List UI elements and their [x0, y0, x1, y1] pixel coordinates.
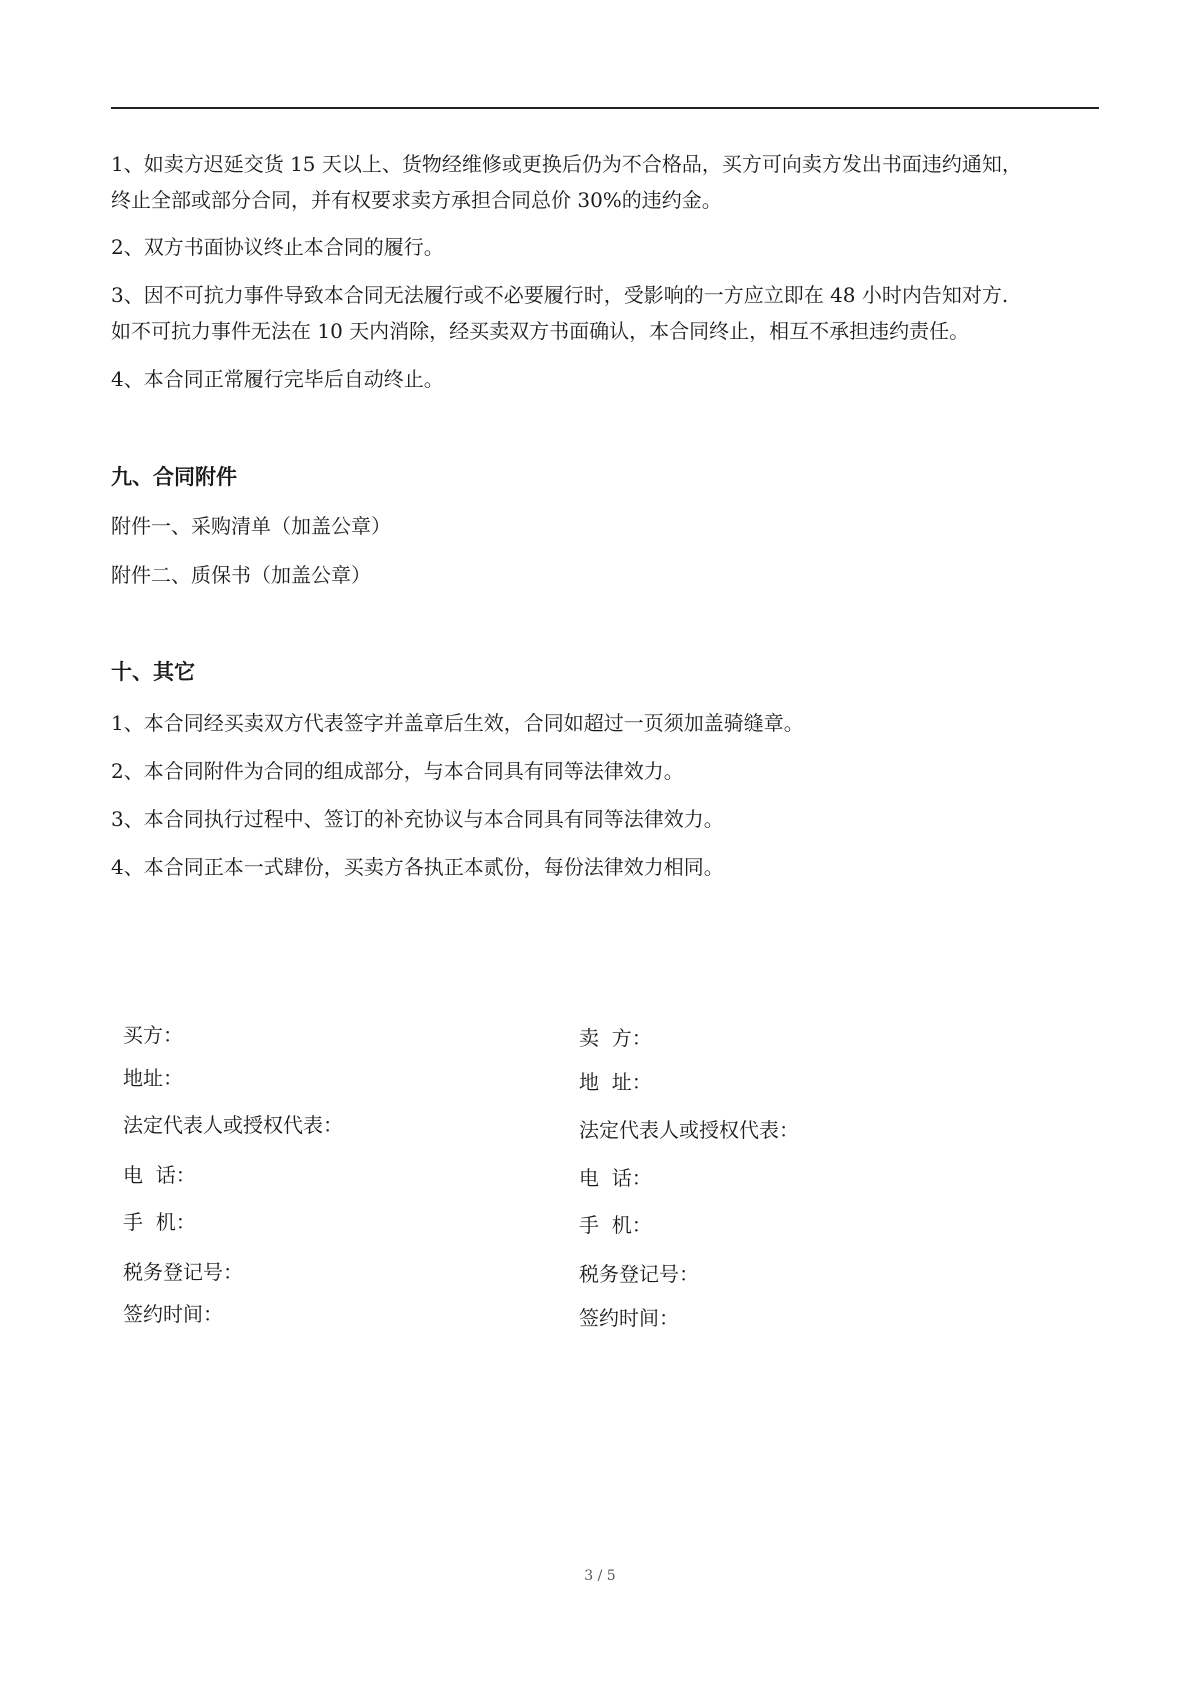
section-heading-other: 十、其它 — [111, 660, 195, 684]
buyer-tax-label: 税务登记号： — [123, 1260, 243, 1284]
seller-address-label: 地 址： — [579, 1070, 652, 1094]
attachment-item: 附件二、质保书（加盖公章） — [111, 563, 371, 587]
attachment-item: 附件一、采购清单（加盖公章） — [111, 514, 391, 538]
section-heading-attachments: 九、合同附件 — [111, 465, 237, 489]
other-clause: 2、本合同附件为合同的组成部分，与本合同具有同等法律效力。 — [111, 759, 684, 783]
clause-line: 3、因不可抗力事件导致本合同无法履行或不必要履行时，受影响的一方应立即在 48 小时内告知对方. — [111, 283, 1009, 307]
clause-line: 4、本合同正常履行完毕后自动终止。 — [111, 367, 444, 391]
buyer-date-label: 签约时间： — [123, 1302, 223, 1326]
header-rule — [111, 107, 1099, 109]
seller-party-label: 卖 方： — [579, 1026, 652, 1050]
clause-line: 终止全部或部分合同，并有权要求卖方承担合同总价 30%的违约金。 — [111, 188, 722, 212]
other-clause: 4、本合同正本一式肆份，买卖方各执正本贰份，每份法律效力相同。 — [111, 855, 724, 879]
buyer-phone-label: 电 话： — [123, 1163, 196, 1187]
buyer-mobile-label: 手 机： — [123, 1210, 196, 1234]
seller-mobile-label: 手 机： — [579, 1213, 652, 1237]
page-number: 3 / 5 — [584, 1568, 616, 1584]
seller-phone-label: 电 话： — [579, 1166, 652, 1190]
termination-clause-4 — [111, 361, 1101, 397]
clause-line: 1、如卖方迟延交货 15 天以上、货物经维修或更换后仍为不合格品，买方可向卖方发出书面违约通知， — [111, 152, 1022, 176]
clause-line: 2、双方书面协议终止本合同的履行。 — [111, 235, 444, 259]
seller-representative-label: 法定代表人或授权代表： — [579, 1118, 799, 1142]
termination-clause-3 — [111, 277, 1101, 349]
other-clause: 1、本合同经买卖双方代表签字并盖章后生效，合同如超过一页须加盖骑缝章。 — [111, 711, 804, 735]
buyer-representative-label: 法定代表人或授权代表： — [123, 1113, 343, 1137]
termination-clause-2 — [111, 229, 1101, 265]
buyer-address-label: 地址： — [123, 1066, 183, 1090]
termination-clause-1 — [111, 146, 1101, 218]
buyer-party-label: 买方： — [123, 1023, 183, 1047]
seller-date-label: 签约时间： — [579, 1306, 679, 1330]
clause-line: 如不可抗力事件无法在 10 天内消除，经买卖双方书面确认，本合同终止，相互不承担违约责任。 — [111, 319, 970, 343]
other-clause: 3、本合同执行过程中、签订的补充协议与本合同具有同等法律效力。 — [111, 807, 724, 831]
seller-tax-label: 税务登记号： — [579, 1262, 699, 1286]
